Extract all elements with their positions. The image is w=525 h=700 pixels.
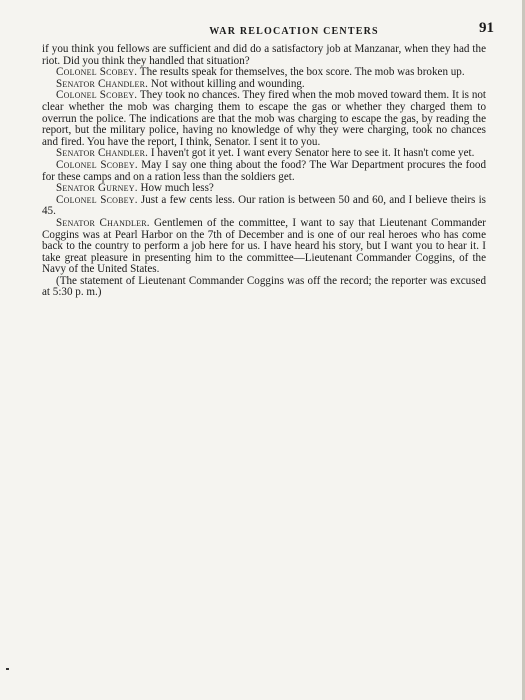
paragraph-text: How much less? (137, 182, 214, 195)
paragraph-text: Gentlemen of the committee, I want to say that Lieutenant Commander Coggins was at Pearl Harbor on the 7th of December and is one of our real heroes who has come back to the country to perform a job here for us. I have heard his story, but I want you to hear it. I take great pleasure in presenting him to the committee—Lieutenant Commander Coggins, of the Navy of the United States. (42, 216, 486, 276)
scan-speck (6, 668, 9, 670)
paragraph-text: if you think you fellows are sufficient and did do a satisfactory job at Manzanar, when they had the riot. Did you think they handled that situation? (42, 43, 486, 67)
speaker-name: Senator Chandler. (56, 216, 150, 229)
paragraph-text: (The statement of Lieutenant Commander Coggins was off the record; the reporter was excused at 5:30 p. m.) (42, 274, 486, 299)
speaker-name: Senator Gurney. (56, 182, 138, 195)
page-number: 91 (479, 20, 494, 36)
page-header (54, 20, 494, 40)
paragraph (42, 44, 486, 67)
paragraph (42, 276, 486, 299)
speaker-name: Colonel Scobey. (56, 89, 138, 102)
page-body (42, 44, 486, 299)
speaker-name: Colonel Scobey. (56, 193, 138, 206)
paragraph (42, 90, 486, 148)
paragraph-text: May I say one thing about the food? The War Department procures the food for these camps and on a ration less than the soldiers get. (42, 158, 487, 183)
paragraph-text: They took no chances. They fired when the mob moved toward them. It is not clear whether the mob was charging them to escape the gas or whether they charged them to overrun the police. The indications are that the mob was charging to escape the gas, by reading the report, but the military police, having no knowledge of why they were charging, took no chances and fired. You have the report, I think, Senator. I sent it to you. (42, 89, 486, 148)
running-head: WAR RELOCATION CENTERS (209, 26, 379, 37)
speaker-name: Colonel Scobey. (56, 66, 138, 79)
paragraph (42, 218, 486, 276)
speaker-name: Senator Chandler. (56, 147, 149, 160)
paragraph-text: The results speak for themselves, the box score. The mob was broken up. (137, 66, 465, 79)
speaker-name: Colonel Scobey. (56, 158, 138, 171)
paragraph (42, 195, 486, 218)
paragraph (42, 160, 486, 183)
speaker-name: Senator Chandler. (56, 77, 149, 90)
paragraph-text: Not without killing and wounding. (148, 77, 305, 90)
paragraph-text: Just a few cents less. Our ration is between 50 and 60, and I believe theirs is 45. (42, 193, 486, 218)
paragraph-text: I haven't got it yet. I want every Senator here to see it. It hasn't come yet. (148, 147, 475, 160)
